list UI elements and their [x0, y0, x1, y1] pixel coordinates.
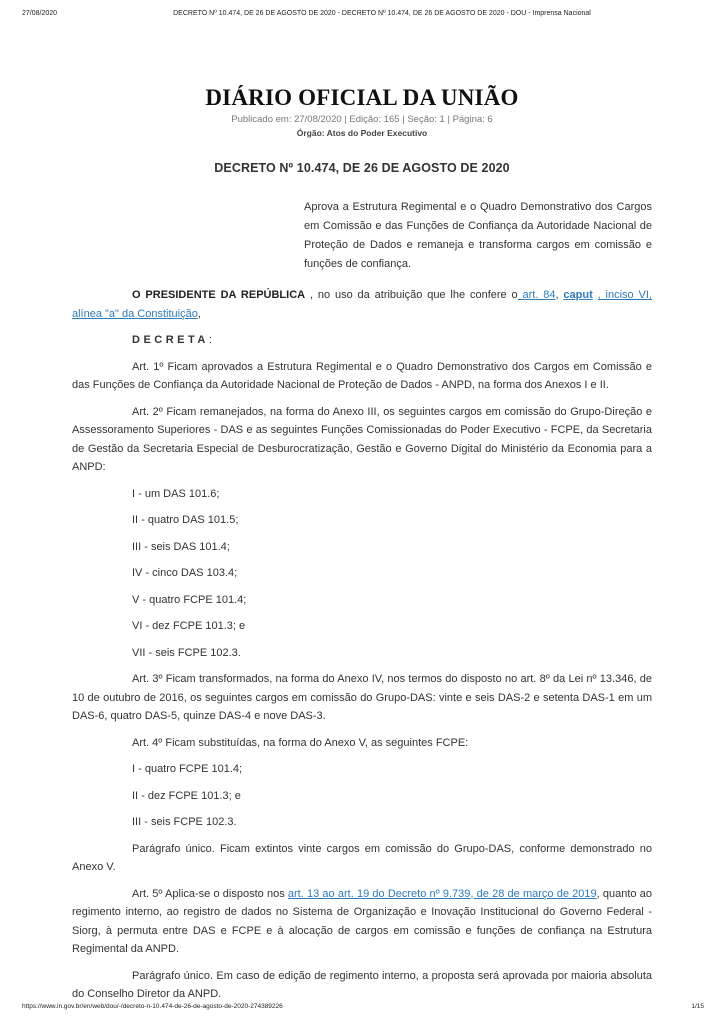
masthead [0, 84, 724, 140]
link-decreto-9739[interactable]: art. 13 ao art. 19 do Decreto nº 9.739, de 28 de março de 2019 [287, 887, 597, 900]
article-4-item: I - quatro FCPE 101.4; [132, 763, 243, 775]
article-2-item: III - seis DAS 101.4; [132, 540, 230, 553]
publication-info: Publicado em: 27/08/2020 | Edição: 165 | Seção: 1 | Página: 6 [231, 114, 493, 125]
article-2-item: IV - cinco DAS 103.4; [132, 567, 238, 579]
article-2-item: V - quatro FCPE 101.4; [132, 593, 247, 606]
article-2-item: I - um DAS 101.6; [132, 487, 220, 500]
link-caput[interactable]: caput [563, 289, 593, 301]
print-date: 27/08/2020 [22, 10, 58, 17]
article-2-item: VII - seis FCPE 102.3. [132, 646, 241, 659]
article-5-end: , quanto ao regimento interno, ao registro de dados no Sistema de Organização e Inovação Institucional do Governo Federal - Siorg, à permuta entre DAS e FCPE e à alocação de cargos em comissão e funções de confiança na Estrutura Regimental da ANPD. [72, 887, 652, 955]
preamble-subject: O PRESIDENTE DA REPÚBLICA [132, 289, 306, 301]
article-5-start: Art. 5º Aplica-se o disposto nos [132, 887, 288, 900]
issuing-organ: Órgão: Atos do Poder Executivo [296, 128, 428, 138]
ementa: Aprova a Estrutura Regimental e o Quadro Demonstrativo dos Cargos em Comissão e das Funções de Confiança da Autoridade Nacional de Proteção de Dados e remaneja e transforma cargos em comissão e funções de confiança. [304, 201, 652, 270]
decreta: DECRETA [132, 334, 209, 346]
article-4-item: II - dez FCPE 101.3; e [132, 789, 241, 802]
separator: , [555, 289, 564, 301]
separator: , [197, 307, 201, 320]
print-footer [0, 1003, 724, 1015]
article-5 [72, 885, 652, 959]
print-header [0, 10, 724, 24]
publication-name: DIÁRIO OFICIAL DA UNIÃO [205, 85, 519, 110]
decreta-colon: : [208, 334, 212, 346]
article-4: Art. 4º Ficam substituídas, na forma do Anexo V, as seguintes FCPE: [132, 736, 469, 749]
article-3: Art. 3º Ficam transformados, na forma do Anexo IV, nos termos do disposto no art. 8º da Lei nº 13.346, de 10 de outubro de 2016, os seguintes cargos em comissão do Grupo-DAS: vinte e seis DAS-2 e setenta DAS-1 em um DAS-6, quatro DAS-5, quinze DAS-4 e nove DAS-3. [72, 673, 652, 722]
preamble [72, 286, 652, 323]
preamble-text: , no uso da atribuição que lhe confere o [305, 289, 518, 301]
document-body [72, 286, 652, 1004]
print-url: https://www.in.gov.br/en/web/dou/-/decreto-n-10.474-de-26-de-agosto-de-2020-274389226 [22, 1003, 283, 1010]
article-2: Art. 2º Ficam remanejados, na forma do Anexo III, os seguintes cargos em comissão do Grupo-Direção e Assessoramento Superiores - DAS e as seguintes Funções Comissionadas do Poder Executivo - FCPE, da Secretaria de Gestão da Secretaria Especial de Desburocratização, Gestão e Governo Digital do Ministério da Economia para a ANPD: [72, 405, 652, 473]
decreta-line [72, 331, 652, 350]
link-art-84[interactable]: art. 84 [517, 289, 556, 301]
article-1: Art. 1º Ficam aprovados a Estrutura Regimental e o Quadro Demonstrativo dos Cargos em Comissão e das Funções de Confiança da Autoridade Nacional de Proteção de Dados - ANPD, na forma dos Anexos I e II. [72, 360, 652, 391]
link-inciso-vi[interactable]: , inciso VI, alínea "a" da Constituição [72, 289, 652, 320]
article-5-paragrafo-unico: Parágrafo único. Em caso de edição de regimento interno, a proposta será aprovada por maioria absoluta do Conselho Diretor da ANPD. [72, 969, 652, 1000]
article-4-paragrafo-unico: Parágrafo único. Ficam extintos vinte cargos em comissão do Grupo-DAS, conforme demonstrado no Anexo V. [72, 842, 652, 873]
print-title: DECRETO Nº 10.474, DE 26 DE AGOSTO DE 2020 - DECRETO Nº 10.474, DE 26 DE AGOSTO DE 2020 - DOU - Imprensa Nacional [173, 10, 591, 17]
article-2-item: II - quatro DAS 101.5; [132, 514, 239, 526]
document-title: DECRETO Nº 10.474, DE 26 DE AGOSTO DE 2020 [214, 161, 510, 175]
page-number: 1/15 [691, 1003, 704, 1010]
article-2-item: VI - dez FCPE 101.3; e [132, 620, 246, 632]
article-4-item: III - seis FCPE 102.3. [132, 816, 237, 828]
